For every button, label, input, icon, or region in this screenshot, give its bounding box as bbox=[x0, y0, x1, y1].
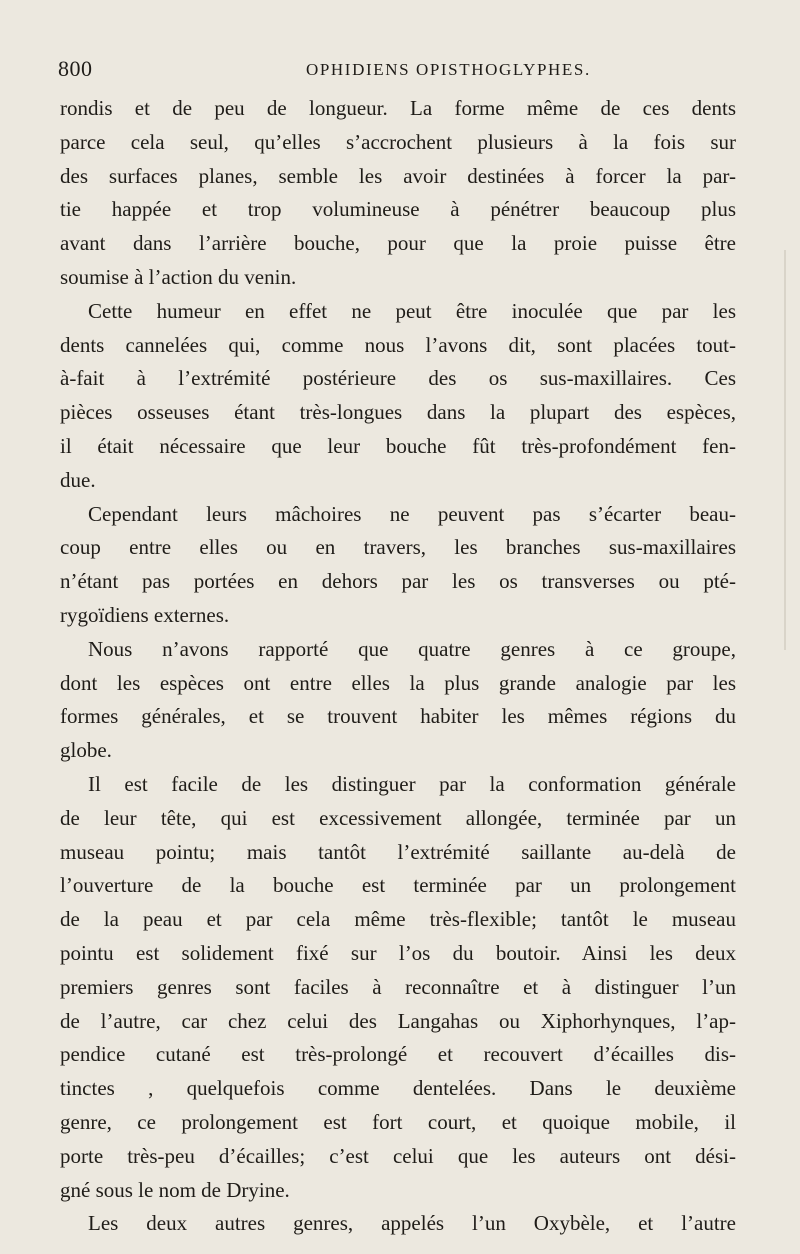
text-line: de l’autre, car chez celui des Langahas ou Xiphorhynques, l’ap- bbox=[60, 1008, 736, 1033]
text-line: tie happée et trop volumineuse à pénétrer beaucoup plus bbox=[60, 197, 736, 222]
text-line: tinctes , quelquefois comme dentelées. Dans le deuxième bbox=[60, 1076, 736, 1101]
text-line: à-fait à l’extrémité postérieure des os sus-maxillaires. Ces bbox=[60, 366, 736, 391]
text-line: l’ouverture de la bouche est terminée par un prolongement bbox=[60, 873, 736, 898]
body-text bbox=[60, 92, 736, 1241]
text-line: de la peau et par cela même très-flexible; tantôt le museau bbox=[60, 907, 736, 932]
text-line: de leur tête, qui est excessivement allongée, terminée par un bbox=[60, 805, 736, 830]
text-line: pendice cutané est très-prolongé et recouvert d’écailles dis- bbox=[60, 1042, 736, 1067]
text-line: gné sous le nom de Dryine. bbox=[60, 1177, 290, 1202]
text-line: globe. bbox=[60, 738, 112, 763]
text-line: Cependant leurs mâchoires ne peuvent pas s’écarter beau- bbox=[88, 501, 736, 526]
text-line: due. bbox=[60, 467, 96, 492]
text-line: n’étant pas portées en dehors par les os transverses ou pté- bbox=[60, 569, 736, 594]
page-number: 800 bbox=[58, 56, 93, 81]
text-line: rygoïdiens externes. bbox=[60, 602, 230, 627]
running-head: OPHIDIENS OPISTHOGLYPHES. bbox=[306, 60, 591, 79]
text-line: Les deux autres genres, appelés l’un Oxybèle, et l’autre bbox=[88, 1211, 736, 1236]
text-line: pièces osseuses étant très-longues dans la plupart des espèces, bbox=[60, 400, 736, 425]
text-line: genre, ce prolongement est fort court, et quoique mobile, il bbox=[60, 1109, 736, 1134]
text-line: dont les espèces ont entre elles la plus grande analogie par les bbox=[60, 670, 736, 695]
text-line: Nous n’avons rapporté que quatre genres à ce groupe, bbox=[88, 636, 736, 661]
text-line: pointu est solidement fixé sur l’os du boutoir. Ainsi les deux bbox=[60, 940, 736, 965]
text-line: Cette humeur en effet ne peut être inoculée que par les bbox=[88, 298, 736, 323]
page-edge-shadow bbox=[784, 250, 786, 650]
text-line: premiers genres sont faciles à reconnaître et à distinguer l’un bbox=[60, 974, 736, 999]
text-line: des surfaces planes, semble les avoir destinées à forcer la par- bbox=[60, 163, 736, 188]
page-header bbox=[58, 56, 738, 90]
text-line: soumise à l’action du venin. bbox=[60, 264, 297, 289]
text-line: porte très-peu d’écailles; c’est celui que les auteurs ont dési- bbox=[60, 1143, 736, 1168]
text-line: avant dans l’arrière bouche, pour que la proie puisse être bbox=[60, 231, 736, 256]
text-line: coup entre elles ou en travers, les branches sus-maxillaires bbox=[60, 535, 736, 560]
text-line: formes générales, et se trouvent habiter les mêmes régions du bbox=[60, 704, 736, 729]
text-line: Il est facile de les distinguer par la conformation générale bbox=[88, 771, 736, 796]
text-line: dents cannelées qui, comme nous l’avons dit, sont placées tout- bbox=[60, 332, 736, 357]
text-line: museau pointu; mais tantôt l’extrémité saillante au-delà de bbox=[60, 839, 736, 864]
text-line: parce cela seul, qu’elles s’accrochent plusieurs à la fois sur bbox=[60, 129, 736, 154]
text-line: il était nécessaire que leur bouche fût très-profondément fen- bbox=[60, 433, 736, 458]
text-line: rondis et de peu de longueur. La forme même de ces dents bbox=[60, 96, 736, 120]
